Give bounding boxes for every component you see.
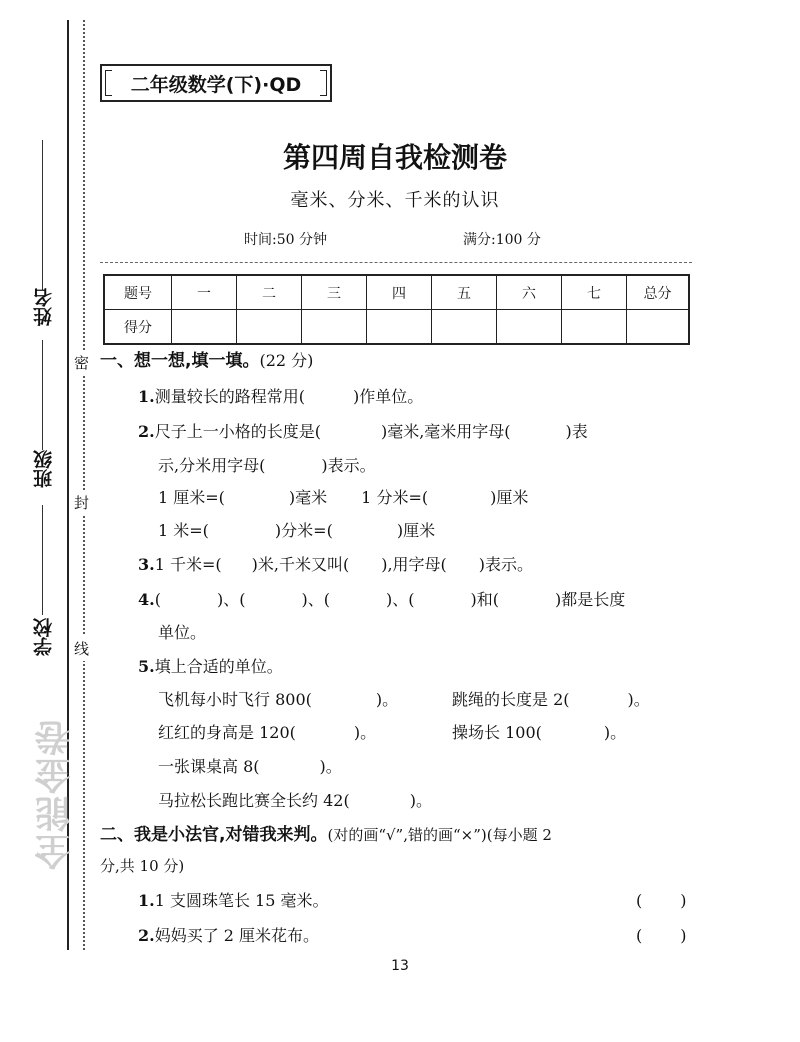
score-cell[interactable] <box>302 310 367 345</box>
score-cell[interactable] <box>237 310 302 345</box>
school-label: 学校 <box>33 618 55 656</box>
question-1-5-c: 红红的身高是 120( )。 <box>158 723 377 742</box>
seal-feng: 封 <box>74 490 89 515</box>
question-1-5-d: 操场长 100( )。 <box>452 723 627 742</box>
class-label: 班级 <box>33 450 55 488</box>
brand-watermark: 全能金卷 <box>35 718 76 870</box>
question-1-2-conv2: 1 米=( )分米=( )厘米 <box>158 521 436 540</box>
question-1-5-f: 马拉松长跑比赛全长约 42( )。 <box>158 791 432 810</box>
question-2-1: 1.1 支圆珠笔长 15 毫米。 <box>138 891 329 910</box>
section1-heading: 一、想一想,填一填。(22 分) <box>100 351 314 371</box>
score-cell[interactable] <box>562 310 627 345</box>
header-cell: 总分 <box>627 275 690 310</box>
header-cell: 一 <box>172 275 237 310</box>
section2-heading-cont: 分,共 10 分) <box>100 857 185 875</box>
question-1-5-b: 跳绳的长度是 2( )。 <box>452 690 650 709</box>
score-cell[interactable] <box>627 310 690 345</box>
dashed-divider <box>100 262 692 263</box>
school-blank-line <box>42 505 43 615</box>
question-1-5-a: 飞机每小时飞行 800( )。 <box>158 690 399 709</box>
question-1-5-e: 一张课桌高 8( )。 <box>158 757 342 776</box>
name-blank-line <box>42 140 43 290</box>
table-row <box>104 275 689 310</box>
page-subtitle: 毫米、分米、千米的认识 <box>290 190 500 211</box>
question-1-4-cont: 单位。 <box>158 623 207 642</box>
header-cell: 七 <box>562 275 627 310</box>
question-1-3: 3.1 千米=( )米,千米又叫( ),用字母( )表示。 <box>138 555 534 574</box>
binding-dotted-line <box>83 20 85 950</box>
question-1-2: 2.尺子上一小格的长度是( )毫米,毫米用字母( )表 <box>138 422 588 441</box>
header-cell: 三 <box>302 275 367 310</box>
question-1-1: 1.测量较长的路程常用( )作单位。 <box>138 387 424 406</box>
score-cell[interactable] <box>432 310 497 345</box>
section2-heading: 二、我是小法官,对错我来判。(对的画“√”,错的画“×”)(每小题 2 <box>100 825 552 845</box>
header-cell: 六 <box>497 275 562 310</box>
answer-box-2-2[interactable]: ( ) <box>636 926 687 945</box>
header-cell: 二 <box>237 275 302 310</box>
score-table <box>103 274 690 345</box>
seal-mi: 密 <box>74 350 89 375</box>
class-blank-line <box>42 340 43 450</box>
exam-time: 时间:50 分钟 <box>244 232 327 248</box>
header-cell: 五 <box>432 275 497 310</box>
header-cell: 题号 <box>104 275 172 310</box>
score-cell[interactable] <box>172 310 237 345</box>
question-1-5: 5.填上合适的单位。 <box>138 657 283 676</box>
seal-xian: 线 <box>74 636 89 661</box>
question-2-2: 2.妈妈买了 2 厘米花布。 <box>138 926 320 945</box>
question-1-2-conv1: 1 厘米=( )毫米 1 分米=( )厘米 <box>158 488 529 507</box>
table-row <box>104 310 689 345</box>
answer-box-2-1[interactable]: ( ) <box>636 891 687 910</box>
page-title: 第四周自我检测卷 <box>282 141 507 174</box>
question-1-2-cont: 示,分米用字母( )表示。 <box>158 456 376 475</box>
header-cell: 四 <box>367 275 432 310</box>
name-label: 姓名 <box>33 288 55 326</box>
question-1-4: 4.( )、( )、( )、( )和( )都是长度 <box>138 590 626 609</box>
page-number: 13 <box>391 958 409 974</box>
score-row-label: 得分 <box>104 310 172 345</box>
score-cell[interactable] <box>367 310 432 345</box>
full-score: 满分:100 分 <box>463 232 541 248</box>
score-cell[interactable] <box>497 310 562 345</box>
grade-tag: 二年级数学(下)·QD <box>100 64 332 102</box>
